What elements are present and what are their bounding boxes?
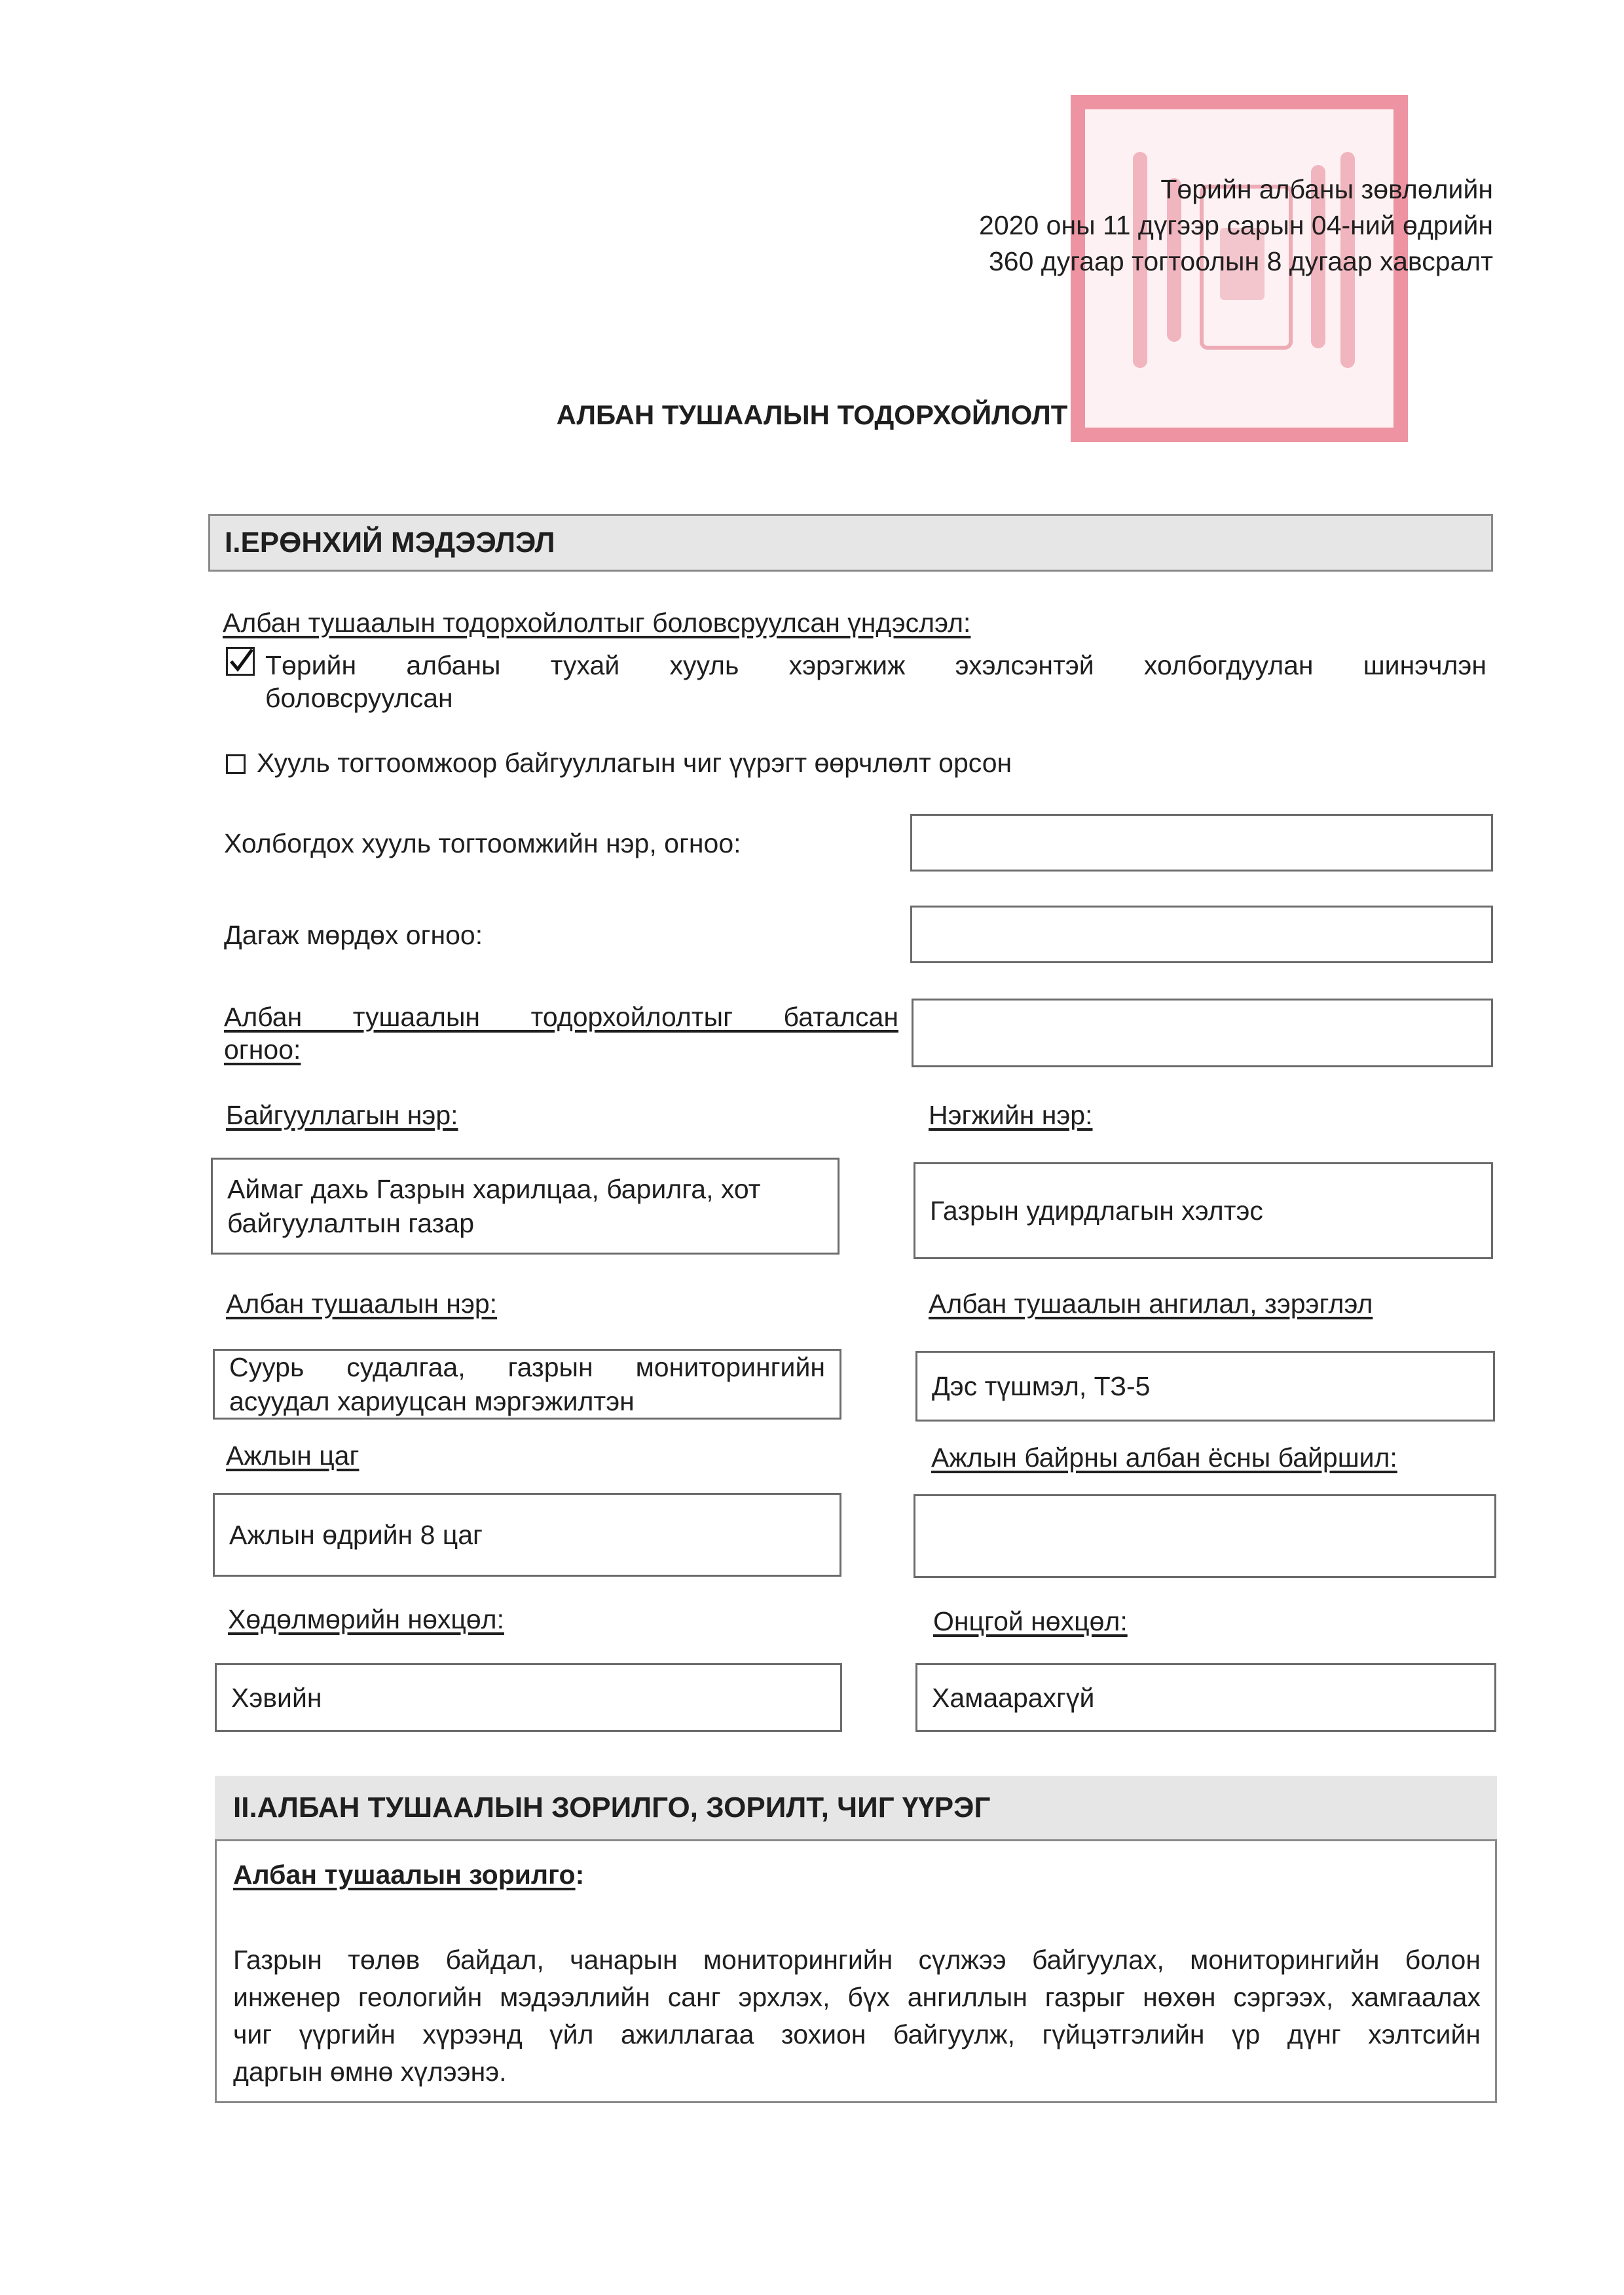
position-name-value: Суурь судалгаа, газрын мониторингийн асуудал хариуцсан мэргэжилтэн — [229, 1352, 825, 1416]
position-name-field[interactable] — [213, 1349, 841, 1420]
option-2-text: Хууль тогтоомжоор байгууллагын чиг үүрэгт өөрчлөлт орсон — [257, 748, 1012, 778]
work-location-field[interactable] — [913, 1494, 1496, 1578]
classification-field[interactable]: Дэс түшмэл, ТЗ-5 — [915, 1351, 1495, 1422]
work-hours-field[interactable]: Ажлын өдрийн 8 цаг — [213, 1493, 841, 1577]
option-1-text-line-1: Төрийн албаны тухай хууль хэрэгжиж эхэлсэнтэй холбогдуулан шинэчлэн — [265, 650, 1486, 680]
purpose-line-1: Газрын төлөв байдал, чанарын мониторингийн сүлжээ байгуулах, мониторингийн болон — [233, 1945, 1481, 1975]
purpose-text — [233, 1941, 1481, 2091]
unit-name-label: Нэгжийн нэр: — [929, 1100, 1093, 1130]
purpose-colon: : — [575, 1860, 585, 1890]
section-1-heading: I.ЕРӨНХИЙ МЭДЭЭЛЭЛ — [208, 514, 1493, 572]
appendix-reference — [979, 172, 1493, 280]
appendix-line-1: Төрийн албаны зөвлөлийн — [1160, 174, 1493, 204]
org-name-label: Байгууллагын нэр: — [226, 1100, 458, 1130]
checkmark-icon — [226, 647, 255, 676]
special-conditions-field[interactable]: Хамаарахгүй — [915, 1663, 1496, 1732]
section-2-heading: II.АЛБАН ТУШААЛЫН ЗОРИЛГО, ЗОРИЛТ, ЧИГ ҮҮРЭГ — [215, 1776, 1497, 1841]
law-name-field[interactable] — [910, 814, 1493, 872]
basis-label: Албан тушаалын тодорхойлолтыг боловсруулсан үндэслэл: — [223, 608, 971, 638]
appendix-line-3: 360 дугаар тогтоолын 8 дугаар хавсралт — [988, 246, 1493, 276]
purpose-line-4: даргын өмнө хүлээнэ. — [233, 2057, 507, 2087]
option-1-text-line-2: боловсруулсан — [265, 683, 453, 713]
option-2-checkbox[interactable] — [226, 754, 246, 774]
unit-name-field[interactable]: Газрын удирдлагын хэлтэс — [913, 1162, 1493, 1259]
work-hours-label: Ажлын цаг — [226, 1441, 360, 1471]
labor-conditions-field[interactable]: Хэвийн — [215, 1663, 842, 1732]
law-name-label: Холбогдох хууль тогтоомжийн нэр, огноо: — [224, 828, 741, 858]
appendix-line-2: 2020 оны 11 дүгээр сарын 04-ний өдрийн — [979, 210, 1493, 240]
purpose-heading — [233, 1860, 584, 1890]
org-name-field[interactable]: Аймаг дахь Газрын харилцаа, барилга, хот байгуулалтын газар — [211, 1158, 840, 1255]
purpose-label: Албан тушаалын зорилго — [233, 1860, 576, 1890]
classification-label: Албан тушаалын ангилал, зэрэглэл — [929, 1289, 1373, 1319]
approved-date-field[interactable] — [912, 999, 1493, 1067]
option-1-checkbox[interactable] — [226, 647, 255, 676]
position-name-label: Албан тушаалын нэр: — [226, 1289, 498, 1319]
section-2-container — [215, 1776, 1497, 2103]
labor-conditions-label: Хөдөлмөрийн нөхцөл: — [228, 1604, 504, 1634]
approved-date-label-line-1: Албан тушаалын тодорхойлолтыг баталсан — [224, 1002, 898, 1032]
special-conditions-label: Онцгой нөхцөл: — [933, 1606, 1128, 1636]
approved-date-label-line-2: огноо: — [224, 1035, 301, 1065]
purpose-line-2: инженер геологийн мэдээллийн санг эрхлэх, бүх ангиллын газрыг нөхөн сэргээх, хамгаалах — [233, 1982, 1481, 2012]
effective-date-label: Дагаж мөрдөх огноо: — [224, 920, 483, 950]
document-title: АЛБАН ТУШААЛЫН ТОДОРХОЙЛОЛТ — [556, 399, 1068, 430]
purpose-line-3: чиг үүргийн хүрээнд үйл ажиллагаа зохион байгуулж, гүйцэтгэлийн үр дүнг хэлтсийн — [233, 2019, 1481, 2049]
work-location-label: Ажлын байрны албан ёсны байршил: — [931, 1442, 1397, 1473]
effective-date-field[interactable] — [910, 906, 1493, 963]
